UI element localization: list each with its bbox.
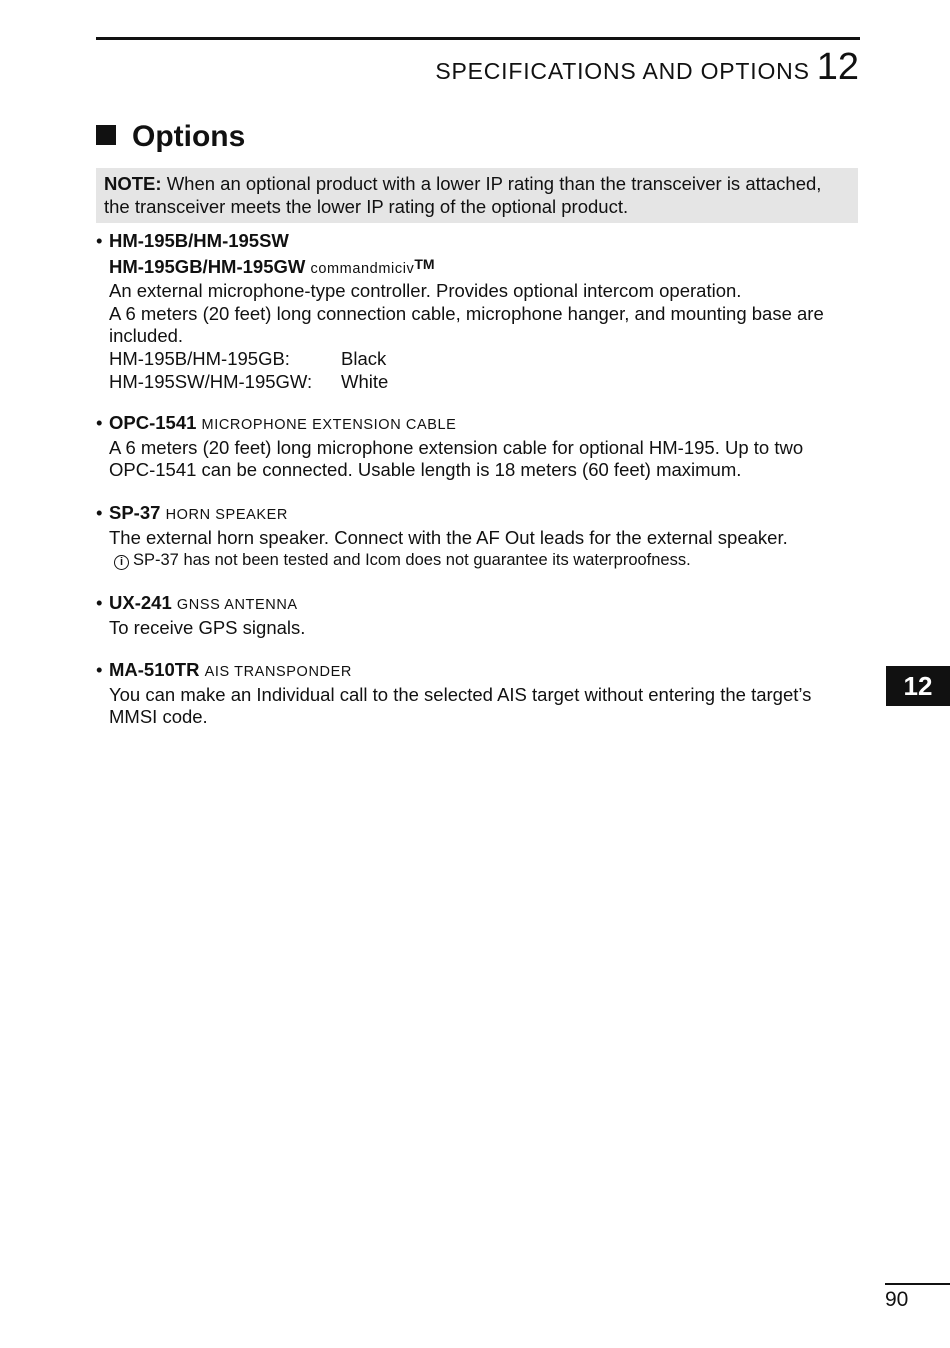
note-box: [96, 168, 858, 223]
color-row: [109, 371, 866, 394]
model-name: MA-510TR: [109, 659, 200, 680]
option-item-opc-1541: [96, 412, 866, 482]
model-category: MICROPHONE EXTENSION CABLE: [201, 417, 457, 433]
model-category: HORN SPEAKER: [165, 507, 288, 523]
chapter-header: [435, 46, 859, 89]
option-item-ux-241: [96, 592, 866, 639]
info-text: SP-37 has not been tested and Icom does not guarantee its waterproofness.: [133, 551, 691, 570]
black-square-icon: [96, 125, 116, 145]
note-label: NOTE:: [104, 173, 162, 194]
trademark: TM: [414, 255, 435, 272]
color-value: Black: [341, 347, 387, 369]
description-line: To receive GPS signals.: [109, 616, 306, 638]
option-item-hm-195: [96, 230, 866, 393]
description-line: OPC-1541 can be connected. Usable length is 18 meters (60 feet) maximum.: [109, 459, 742, 481]
page-number-rule: [885, 1283, 950, 1285]
model-name: SP-37: [109, 502, 161, 523]
page-number: 90: [885, 1288, 909, 1311]
model-name: UX-241: [109, 592, 172, 613]
section-heading: [96, 120, 245, 154]
model-category: GNSS ANTENNA: [176, 597, 298, 613]
description-line: You can make an Individual call to the selected AIS target without entering the target’s: [109, 683, 812, 705]
header-rule: [96, 37, 860, 40]
info-circle-icon: i: [114, 555, 129, 570]
bullet: •: [96, 412, 103, 433]
option-item-sp-37: [96, 502, 866, 571]
model-name: HM-195GB/HM-195GW: [109, 255, 306, 277]
bullet: •: [96, 230, 103, 251]
description-line: The external horn speaker. Connect with the AF Out leads for the external speaker.: [109, 526, 788, 548]
color-row: [109, 348, 866, 371]
description-line: included.: [109, 325, 184, 347]
model-name: HM-195B/HM-195SW: [109, 230, 289, 251]
note-text-line1: When an optional product with a lower IP rating than the transceiver is attached,: [161, 173, 822, 194]
chapter-title: SPECIFICATIONS AND OPTIONS: [435, 58, 810, 84]
bullet: •: [96, 659, 103, 680]
info-note: [109, 549, 866, 571]
bullet: •: [96, 502, 103, 523]
description-line: A 6 meters (20 feet) long microphone extension cable for optional HM-195. Up to two: [109, 436, 804, 458]
bullet: •: [96, 592, 103, 613]
color-value: White: [341, 370, 389, 392]
model-category: AIS TRANSPONDER: [204, 664, 352, 680]
color-models: HM-195SW/HM-195GW:: [109, 370, 313, 392]
color-models: HM-195B/HM-195GB:: [109, 347, 290, 369]
description-line: MMSI code.: [109, 706, 208, 728]
section-title: Options: [132, 120, 246, 153]
description-line: An external microphone-type controller. Provides optional intercom operation.: [109, 280, 742, 302]
chapter-number: 12: [816, 46, 859, 88]
chapter-tab: 12: [886, 666, 950, 706]
model-category: commandmiciv: [310, 260, 415, 277]
model-name: OPC-1541: [109, 412, 197, 433]
description-line: A 6 meters (20 feet) long connection cable, microphone hanger, and mounting base are: [109, 302, 824, 324]
note-text-line2: the transceiver meets the lower IP rating of the optional product.: [104, 196, 629, 217]
option-item-ma-510tr: [96, 659, 866, 729]
